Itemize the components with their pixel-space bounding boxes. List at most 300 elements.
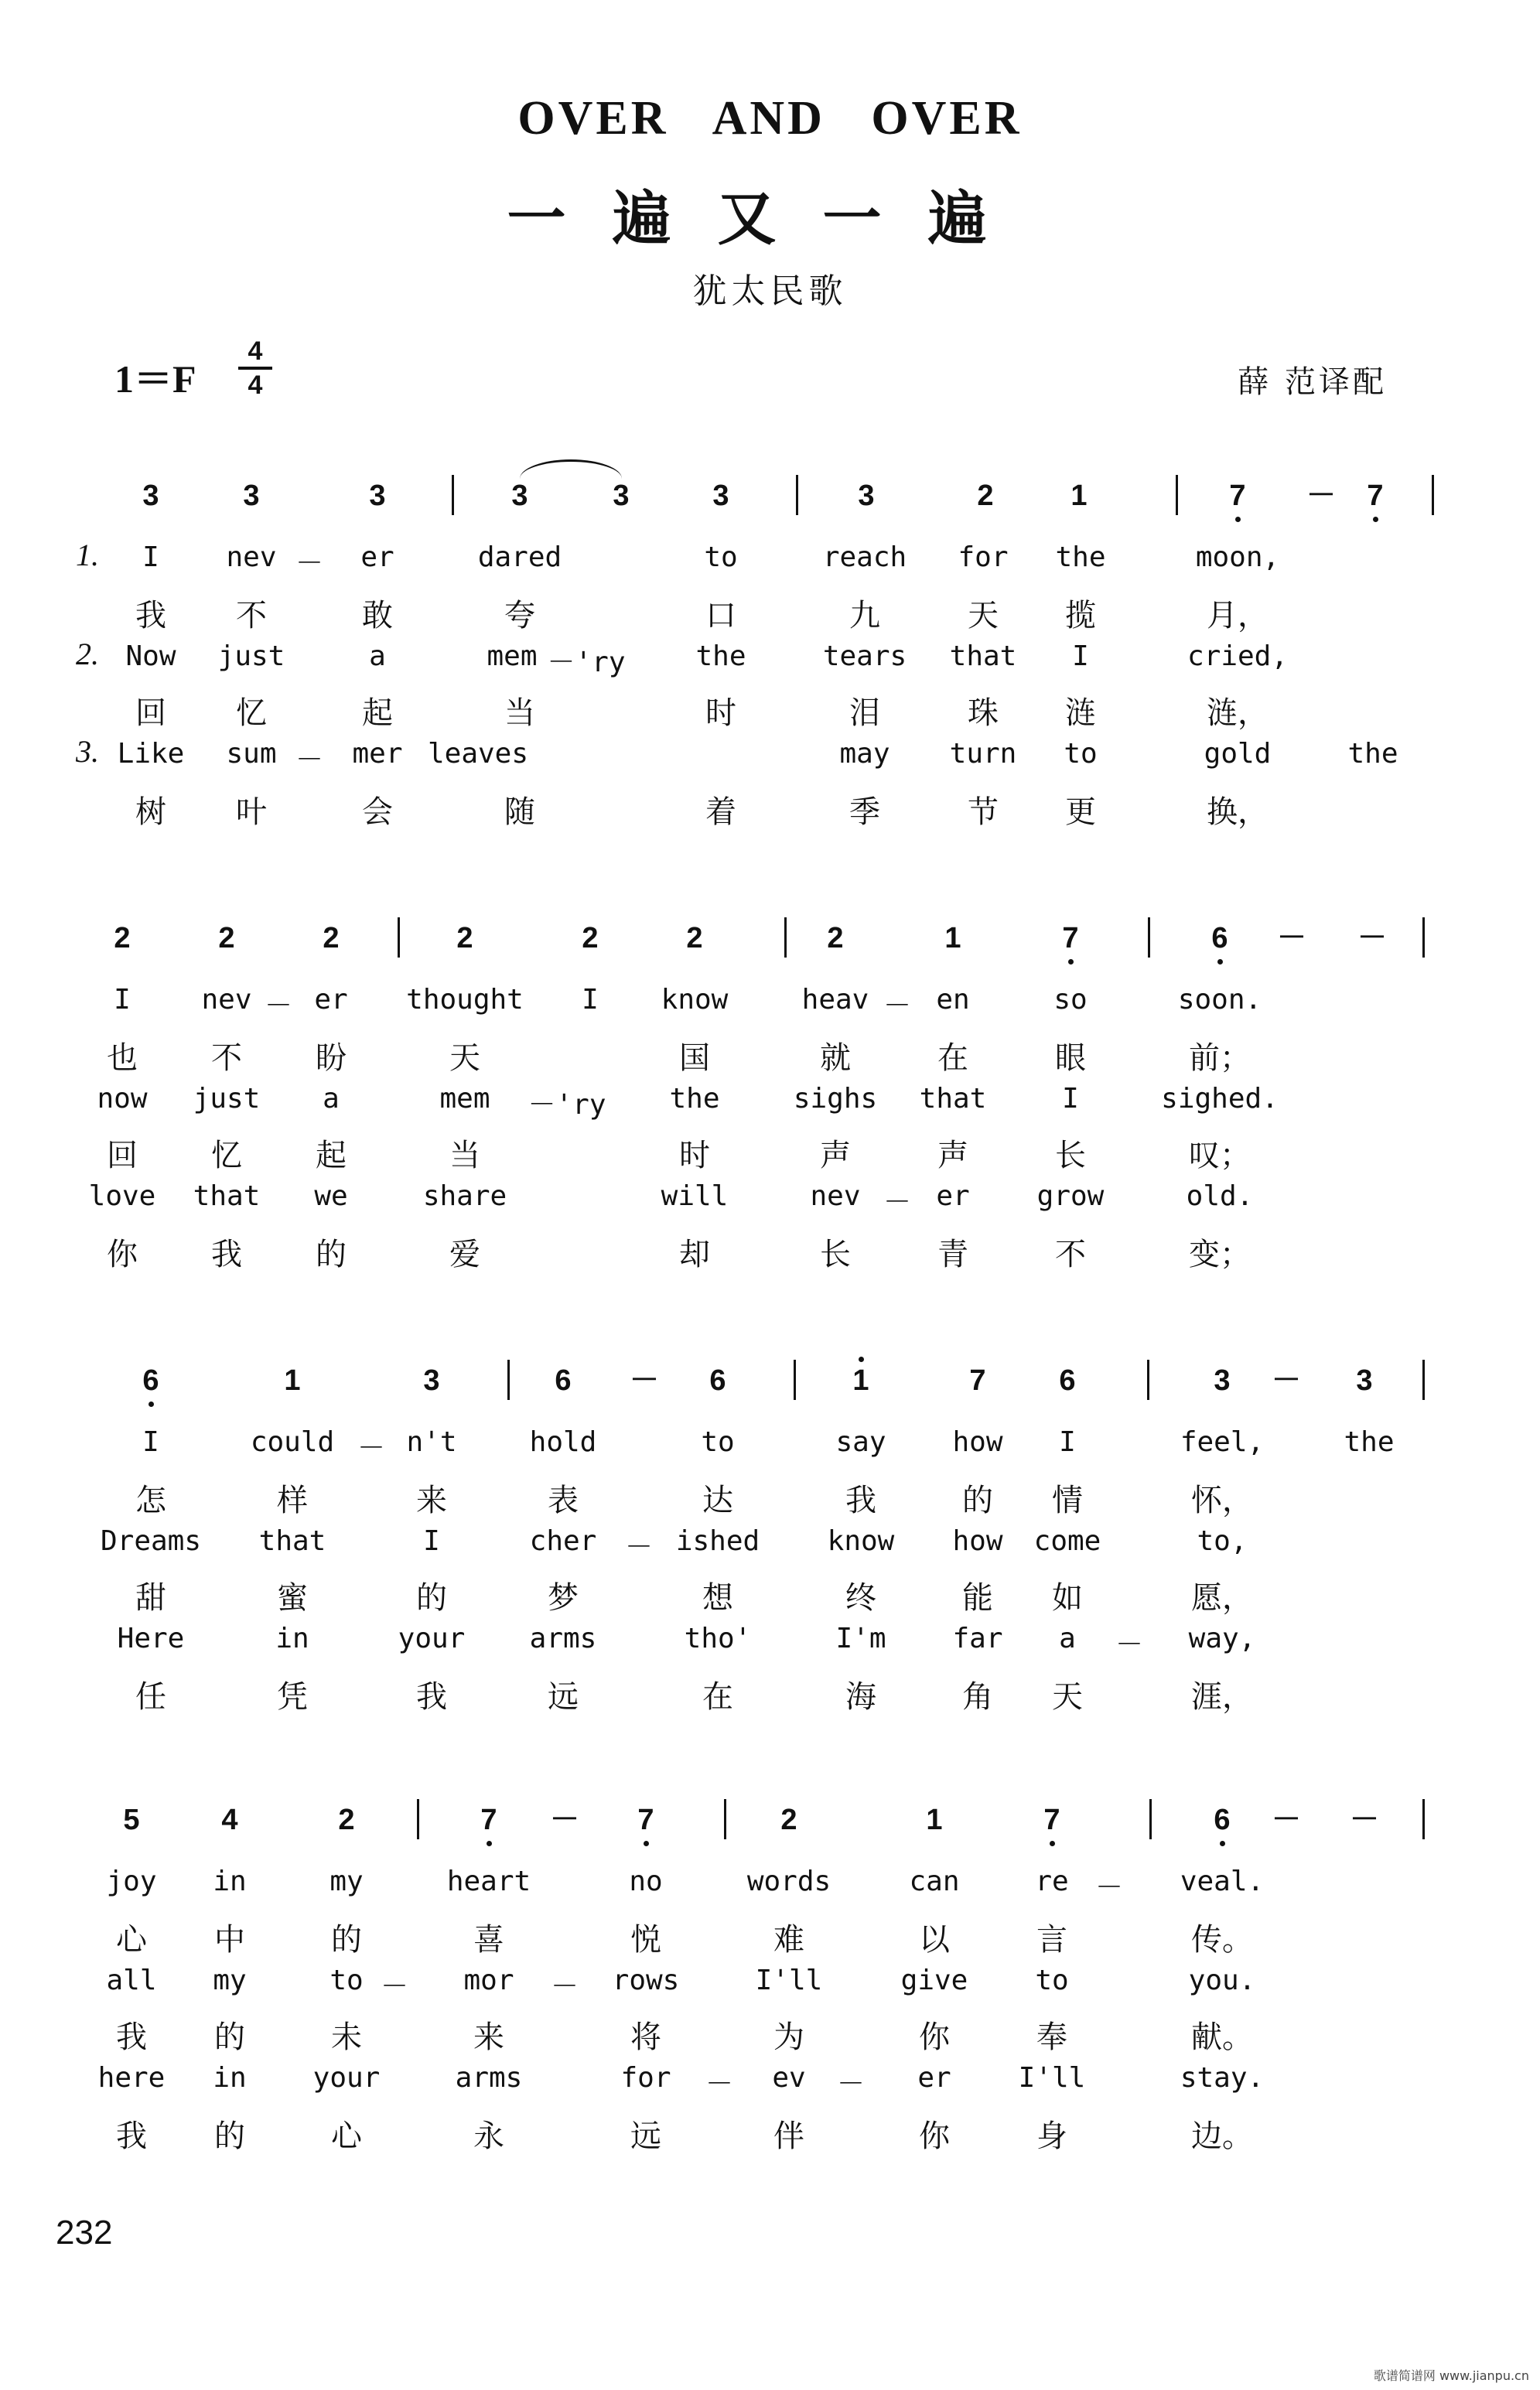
- barline: [1148, 917, 1150, 958]
- lyric-syllable: 情: [1052, 1483, 1083, 1518]
- lyric-syllable: －: [836, 2068, 866, 2100]
- note-extension: －: [1276, 922, 1307, 954]
- lyric-syllable: moon,: [1195, 541, 1280, 573]
- note-extension: －: [1306, 480, 1337, 512]
- lyric-syllable: en: [936, 984, 970, 1016]
- lyric-syllable: 任: [135, 1679, 166, 1715]
- note: 3: [858, 480, 875, 512]
- lyric-row-english: [0, 1866, 1540, 1912]
- lyric-syllable: nev: [226, 541, 277, 573]
- lyric-syllable: the: [695, 640, 746, 672]
- lyric-syllable: say: [835, 1426, 886, 1458]
- arranger-credit: 薛 范译配: [1238, 364, 1387, 400]
- lyric-syllable: mem: [439, 1083, 490, 1115]
- lyric-syllable: 悦: [630, 1922, 661, 1958]
- lyric-syllable: 随: [504, 794, 535, 830]
- note: 1: [852, 1363, 870, 1398]
- lyric-syllable: 想: [702, 1580, 733, 1616]
- lyric-syllable: －: [550, 1971, 579, 2002]
- lyric-syllable: 怎: [135, 1483, 166, 1518]
- lyric-syllable: I: [582, 984, 599, 1016]
- note: 6: [1213, 1802, 1231, 1838]
- lyric-syllable: I'll: [1018, 2062, 1086, 2094]
- verse-number: 3.: [76, 734, 99, 769]
- lyric-syllable: a: [1059, 1623, 1076, 1654]
- note-extension: －: [1271, 1804, 1302, 1836]
- lyric-syllable: 夸: [504, 598, 535, 633]
- barline: [1147, 1360, 1149, 1400]
- lyric-syllable: my: [330, 1866, 364, 1897]
- note: 7: [969, 1364, 986, 1397]
- lyric-syllable: soon.: [1177, 984, 1262, 1016]
- barline: [794, 1360, 796, 1400]
- lyric-syllable: 不: [1055, 1237, 1086, 1272]
- tie-arc: [520, 459, 622, 479]
- lyric-syllable: 涟: [1065, 695, 1096, 731]
- lyric-syllable: now: [97, 1083, 148, 1115]
- lyric-syllable: 边。: [1191, 2119, 1253, 2154]
- lyric-syllable: 声: [937, 1138, 968, 1173]
- lyric-syllable: joy: [106, 1866, 157, 1897]
- lyric-syllable: we: [314, 1180, 348, 1212]
- lyric-syllable: 海: [845, 1679, 876, 1715]
- lyric-syllable: no: [629, 1866, 663, 1897]
- lyric-syllable: 来: [473, 2020, 504, 2055]
- lyric-syllable: I'll: [755, 1965, 823, 1996]
- score-system: [0, 1363, 1540, 1796]
- note: 1: [1070, 480, 1088, 512]
- lyric-syllable: that: [919, 1083, 987, 1115]
- lyric-syllable: 远: [630, 2119, 661, 2154]
- lyric-syllable: your: [398, 1623, 466, 1654]
- lyric-syllable: the: [1347, 738, 1398, 770]
- note: 3: [1356, 1364, 1373, 1397]
- lyric-syllable: will: [661, 1180, 729, 1212]
- lyric-syllable: I: [1072, 640, 1089, 672]
- lyric-syllable: 天: [449, 1040, 480, 1076]
- barline: [1149, 1799, 1152, 1839]
- lyric-syllable: 我: [116, 2020, 147, 2055]
- lyric-syllable: －: [264, 990, 293, 1022]
- note: 3: [1214, 1364, 1231, 1397]
- lyric-syllable: Now: [125, 640, 176, 672]
- lyric-syllable: the: [669, 1083, 720, 1115]
- lyric-row-chinese: [0, 1033, 1540, 1080]
- lyric-syllable: er: [917, 2062, 951, 2094]
- lyric-syllable: 我: [135, 598, 166, 633]
- lyric-syllable: 树: [135, 794, 166, 830]
- lyric-row-english: [0, 2062, 1540, 2108]
- lyric-row-english: [0, 984, 1540, 1030]
- lyric-syllable: 回: [107, 1138, 138, 1173]
- lyric-syllable: 如: [1052, 1580, 1083, 1616]
- page-number: 232: [56, 2214, 113, 2252]
- lyric-syllable: 换，: [1207, 794, 1269, 830]
- lyric-syllable: for: [958, 541, 1009, 573]
- lyric-syllable: 揽: [1065, 598, 1096, 633]
- lyric-syllable: 样: [277, 1483, 308, 1518]
- lyric-syllable: know: [661, 984, 729, 1016]
- lyric-syllable: heav: [801, 984, 869, 1016]
- barline: [1422, 1360, 1425, 1400]
- lyric-syllable: 的: [416, 1580, 447, 1616]
- note: 6: [142, 1363, 160, 1398]
- time-signature-bar: [238, 367, 272, 370]
- lyric-syllable: 梦: [548, 1580, 579, 1616]
- lyric-syllable: to: [701, 1426, 735, 1458]
- verse-number: 1.: [76, 538, 99, 572]
- lyric-syllable: nev: [810, 1180, 861, 1212]
- lyric-syllable: 天: [1052, 1679, 1083, 1715]
- note: 3: [243, 480, 260, 512]
- lyric-syllable: 变；: [1189, 1237, 1251, 1272]
- lyric-syllable: Dreams: [100, 1525, 202, 1557]
- lyric-syllable: －: [295, 744, 324, 776]
- barline: [398, 917, 400, 958]
- lyric-syllable: cher: [529, 1525, 597, 1557]
- lyric-syllable: I: [1062, 1083, 1079, 1115]
- lyric-row-english: [0, 538, 1540, 588]
- note: 1: [284, 1364, 301, 1397]
- key-signature: 1＝F: [114, 357, 196, 401]
- lyric-syllable: 愿，: [1191, 1580, 1253, 1616]
- lyric-syllable: re: [1035, 1866, 1069, 1897]
- lyric-syllable: I: [423, 1525, 440, 1557]
- lyric-syllable: reach: [822, 541, 907, 573]
- note: 2: [338, 1804, 355, 1836]
- lyric-syllable: nev: [201, 984, 252, 1016]
- note: 2: [456, 922, 473, 954]
- lyric-syllable: I: [142, 541, 159, 573]
- octave-dot-below: [644, 1841, 649, 1846]
- lyric-syllable: 我: [116, 2119, 147, 2154]
- lyric-syllable: your: [312, 2062, 381, 2094]
- lyric-syllable: 却: [679, 1237, 710, 1272]
- lyric-syllable: just: [217, 640, 285, 672]
- lyric-syllable: er: [360, 541, 394, 573]
- lyric-syllable: turn: [949, 738, 1017, 770]
- note: 3: [142, 480, 159, 512]
- lyric-syllable: 声: [820, 1138, 851, 1173]
- note: 7: [1061, 920, 1080, 956]
- note: 6: [1210, 920, 1229, 956]
- barline: [784, 917, 787, 958]
- lyric-syllable: for: [620, 2062, 671, 2094]
- lyric-syllable: 更: [1065, 794, 1096, 830]
- lyric-syllable: words: [746, 1866, 831, 1897]
- note-extension: －: [549, 1804, 580, 1836]
- score-system: [0, 1802, 1540, 2235]
- lyric-syllable: 伴: [773, 2119, 804, 2154]
- lyric-syllable: rows: [612, 1965, 680, 1996]
- lyric-syllable: 青: [937, 1237, 968, 1272]
- lyric-syllable: I: [114, 984, 131, 1016]
- barline: [417, 1799, 419, 1839]
- lyric-syllable: hold: [529, 1426, 597, 1458]
- lyric-syllable: 来: [416, 1483, 447, 1518]
- lyric-syllable: er: [314, 984, 348, 1016]
- lyric-syllable: －: [357, 1432, 386, 1464]
- note: 7: [1228, 478, 1247, 514]
- lyric-syllable: 叶: [236, 794, 267, 830]
- lyric-syllable: to,: [1197, 1525, 1248, 1557]
- note-extension: －: [1357, 922, 1388, 954]
- lyric-row-english: [0, 637, 1540, 687]
- watermark: 歌谱简谱网 www.jianpu.cn: [1373, 2368, 1529, 2383]
- octave-dot-above: [859, 1357, 864, 1362]
- lyric-syllable: －: [295, 548, 324, 579]
- lyric-syllable: 我: [845, 1483, 876, 1518]
- lyric-row-english: [0, 1525, 1540, 1572]
- note: 2: [686, 922, 703, 954]
- lyric-syllable: love: [88, 1180, 156, 1212]
- title-chinese: 一遍又一遍: [507, 184, 1033, 253]
- lyric-syllable: 凭: [277, 1679, 308, 1715]
- lyric-syllable: 未: [331, 2020, 362, 2055]
- lyric-syllable: 将: [630, 2020, 661, 2055]
- lyric-syllable: 的: [214, 2119, 245, 2154]
- lyric-syllable: ished: [675, 1525, 760, 1557]
- lyric-syllable: －: [705, 2068, 734, 2100]
- lyric-syllable: 天: [968, 598, 999, 633]
- lyric-row-chinese: [0, 1131, 1540, 1177]
- note: 2: [114, 922, 131, 954]
- lyric-syllable: veal.: [1180, 1866, 1265, 1897]
- lyric-row-english: [0, 1426, 1540, 1473]
- lyric-syllable: 回: [135, 695, 166, 731]
- lyric-syllable: 叹；: [1189, 1138, 1251, 1173]
- lyric-syllable: 时: [705, 695, 736, 731]
- note: 7: [637, 1802, 655, 1838]
- lyric-syllable: sighs: [793, 1083, 878, 1115]
- lyric-row-chinese: [0, 2112, 1540, 2158]
- lyric-syllable: 蜜: [277, 1580, 308, 1616]
- lyric-syllable: give: [900, 1965, 968, 1996]
- lyric-syllable: 永: [473, 2119, 504, 2154]
- note: 2: [780, 1804, 797, 1836]
- barline: [796, 475, 798, 515]
- lyric-syllable: 的: [214, 2020, 245, 2055]
- lyric-syllable: Like: [117, 738, 185, 770]
- lyric-syllable: just: [193, 1083, 261, 1115]
- octave-dot-below: [149, 1402, 154, 1407]
- lyric-syllable: the: [1055, 541, 1106, 573]
- lyric-syllable: could: [250, 1426, 335, 1458]
- lyric-syllable: my: [213, 1965, 247, 1996]
- lyric-syllable: so: [1053, 984, 1088, 1016]
- lyric-syllable: er: [936, 1180, 970, 1212]
- lyric-row-chinese: [0, 1915, 1540, 1962]
- barline: [1176, 475, 1178, 515]
- lyric-syllable: 不: [211, 1040, 242, 1076]
- lyric-syllable: to: [1064, 738, 1098, 770]
- lyric-row-english: [0, 1083, 1540, 1129]
- lyric-syllable: 时: [679, 1138, 710, 1173]
- barline: [1422, 917, 1425, 958]
- lyric-syllable: －: [624, 1531, 654, 1563]
- lyric-syllable: 喜: [473, 1922, 504, 1958]
- lyric-syllable: thought: [406, 984, 524, 1016]
- note: 3: [369, 480, 386, 512]
- note: 7: [1366, 478, 1385, 514]
- lyric-syllable: I: [1059, 1426, 1076, 1458]
- note-extension: －: [1271, 1364, 1302, 1397]
- lyric-row-chinese: [0, 787, 1540, 834]
- lyric-syllable: 眼: [1055, 1040, 1086, 1076]
- lyric-syllable: that: [193, 1180, 261, 1212]
- lyric-syllable: 涯，: [1191, 1679, 1253, 1715]
- octave-dot-below: [1068, 959, 1074, 965]
- lyric-syllable: 口: [705, 598, 736, 633]
- lyric-syllable: 前；: [1189, 1040, 1251, 1076]
- lyric-syllable: that: [949, 640, 1017, 672]
- lyric-syllable: can: [909, 1866, 960, 1897]
- lyric-syllable: 会: [362, 794, 393, 830]
- note: 2: [323, 922, 340, 954]
- lyric-syllable: 角: [962, 1679, 993, 1715]
- lyric-syllable: 奉: [1036, 2020, 1067, 2055]
- note: 2: [977, 480, 994, 512]
- note: 3: [712, 480, 729, 512]
- title-english: OVER AND OVER: [517, 92, 1023, 145]
- note: 5: [123, 1804, 140, 1836]
- lyric-syllable: 涟，: [1207, 695, 1269, 731]
- octave-dot-below: [1373, 517, 1378, 522]
- lyric-syllable: 能: [962, 1580, 993, 1616]
- lyric-syllable: know: [827, 1525, 895, 1557]
- lyric-syllable: I'm: [835, 1623, 886, 1654]
- lyric-row-english: [0, 734, 1540, 784]
- lyric-row-english: [0, 1180, 1540, 1227]
- lyric-syllable: 敢: [362, 598, 393, 633]
- lyric-syllable: arms: [529, 1623, 597, 1654]
- lyric-syllable: －'ry: [547, 647, 626, 678]
- lyric-syllable: 珠: [968, 695, 999, 731]
- lyric-syllable: old.: [1186, 1180, 1254, 1212]
- lyric-syllable: 国: [679, 1040, 710, 1076]
- lyric-syllable: 在: [702, 1679, 733, 1715]
- octave-dot-below: [487, 1841, 492, 1846]
- lyric-syllable: way,: [1188, 1623, 1256, 1654]
- lyric-syllable: share: [422, 1180, 507, 1212]
- lyric-syllable: 季: [849, 794, 880, 830]
- lyric-syllable: ev: [772, 2062, 806, 2094]
- barline: [1422, 1799, 1425, 1839]
- lyric-syllable: 长: [820, 1237, 851, 1272]
- lyric-syllable: all: [106, 1965, 157, 1996]
- lyric-syllable: here: [97, 2062, 166, 2094]
- note-extension: －: [629, 1364, 660, 1397]
- lyric-syllable: cried,: [1187, 640, 1289, 672]
- lyric-syllable: 盼: [316, 1040, 347, 1076]
- lyric-row-chinese: [0, 1476, 1540, 1522]
- lyric-syllable: 达: [702, 1483, 733, 1518]
- lyric-syllable: a: [369, 640, 386, 672]
- lyric-syllable: 着: [705, 794, 736, 830]
- lyric-syllable: 献。: [1191, 2020, 1253, 2055]
- lyric-row-chinese: [0, 1573, 1540, 1620]
- lyric-syllable: 爱: [449, 1237, 480, 1272]
- lyric-syllable: 忆: [236, 695, 267, 731]
- lyric-syllable: 我: [211, 1237, 242, 1272]
- lyric-syllable: 也: [107, 1040, 138, 1076]
- barline: [724, 1799, 726, 1839]
- time-signature-numerator: 4: [248, 336, 263, 366]
- octave-dot-below: [1217, 959, 1223, 965]
- note: 1: [944, 922, 961, 954]
- note: 2: [218, 922, 235, 954]
- lyric-syllable: 我: [416, 1679, 447, 1715]
- lyric-syllable: 的: [331, 1922, 362, 1958]
- lyric-syllable: 当: [449, 1138, 480, 1173]
- lyric-syllable: heart: [446, 1866, 531, 1897]
- lyric-syllable: 的: [316, 1237, 347, 1272]
- note: 6: [555, 1364, 572, 1397]
- note: 6: [709, 1364, 726, 1397]
- lyric-syllable: 传。: [1191, 1922, 1253, 1958]
- lyric-syllable: 怀，: [1191, 1483, 1253, 1518]
- lyric-syllable: 表: [548, 1483, 579, 1518]
- barline: [1432, 475, 1434, 515]
- lyric-syllable: stay.: [1180, 2062, 1265, 2094]
- lyric-syllable: 你: [107, 1237, 138, 1272]
- lyric-syllable: dared: [477, 541, 562, 573]
- lyric-syllable: leaves: [427, 738, 529, 770]
- lyric-syllable: that: [258, 1525, 326, 1557]
- lyric-row-chinese: [0, 688, 1540, 735]
- note: 4: [221, 1804, 238, 1836]
- lyric-syllable: to: [1035, 1965, 1069, 1996]
- lyric-row-english: [0, 1623, 1540, 1669]
- note: 3: [613, 480, 630, 512]
- lyric-syllable: 心: [116, 1922, 147, 1958]
- note: 3: [423, 1364, 440, 1397]
- note-extension: －: [1349, 1804, 1380, 1836]
- score-system: [0, 478, 1540, 911]
- lyric-syllable: 节: [968, 794, 999, 830]
- lyric-syllable: tho': [684, 1623, 752, 1654]
- lyric-syllable: 忆: [211, 1138, 242, 1173]
- lyric-syllable: tears: [822, 640, 907, 672]
- octave-dot-below: [1235, 517, 1241, 522]
- lyric-syllable: 月，: [1207, 598, 1269, 633]
- lyric-row-chinese: [0, 2013, 1540, 2059]
- lyric-syllable: 你: [919, 2020, 950, 2055]
- time-signature-denominator: 4: [248, 370, 263, 400]
- lyric-syllable: you.: [1188, 1965, 1256, 1996]
- lyric-syllable: may: [839, 738, 890, 770]
- lyric-syllable: a: [323, 1083, 340, 1115]
- lyric-syllable: mem: [487, 640, 538, 672]
- lyric-syllable: 当: [504, 695, 535, 731]
- lyric-syllable: －: [380, 1971, 409, 2002]
- octave-dot-below: [1050, 1841, 1055, 1846]
- lyric-syllable: 九: [849, 598, 880, 633]
- lyric-syllable: －: [883, 1186, 912, 1218]
- lyric-syllable: 以: [919, 1922, 950, 1958]
- lyric-syllable: 就: [820, 1040, 851, 1076]
- lyric-syllable: I: [142, 1426, 159, 1458]
- lyric-syllable: 难: [773, 1922, 804, 1958]
- lyric-syllable: feel,: [1180, 1426, 1265, 1458]
- lyric-syllable: 为: [773, 2020, 804, 2055]
- lyric-syllable: 心: [331, 2119, 362, 2154]
- lyric-syllable: 在: [937, 1040, 968, 1076]
- lyric-syllable: 起: [362, 695, 393, 731]
- lyric-syllable: Here: [117, 1623, 185, 1654]
- lyric-row-chinese: [0, 1230, 1540, 1276]
- lyric-syllable: come: [1033, 1525, 1101, 1557]
